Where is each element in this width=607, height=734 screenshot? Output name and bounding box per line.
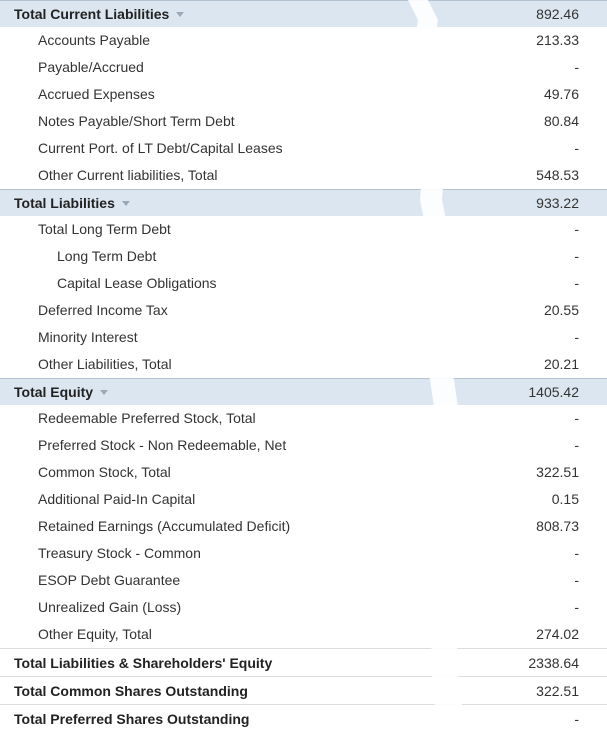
line-item-retained-earnings-accumulated-deficit: [0, 513, 607, 540]
row-label-text: Retained Earnings (Accumulated Deficit): [38, 518, 291, 534]
row-label[interactable]: [14, 190, 130, 217]
row-label-text: Total Preferred Shares Outstanding: [14, 711, 250, 727]
row-label-text: Accounts Payable: [38, 32, 151, 48]
row-label: [38, 135, 283, 162]
line-item-minority-interest: [0, 324, 607, 351]
row-label: [14, 705, 249, 733]
row-label: [38, 432, 286, 459]
row-label: [57, 270, 217, 297]
row-label: [38, 486, 195, 513]
row-label: [38, 351, 172, 378]
row-value: -: [574, 599, 579, 615]
row-label-text: Unrealized Gain (Loss): [38, 599, 182, 615]
row-value: 1405.42: [528, 384, 579, 400]
row-value: -: [574, 410, 579, 426]
row-label: [38, 594, 181, 621]
row-label[interactable]: [14, 1, 184, 28]
chevron-down-icon[interactable]: [176, 12, 184, 17]
row-label-text: Payable/Accrued: [38, 59, 144, 75]
row-label: [38, 297, 168, 324]
row-value: -: [574, 437, 579, 453]
row-value: -: [574, 711, 579, 727]
row-label: [38, 108, 235, 135]
row-value: 0.15: [551, 491, 579, 507]
line-item-other-liabilities-total: [0, 351, 607, 378]
row-label: [38, 621, 152, 648]
row-label: [38, 405, 256, 432]
line-item-unrealized-gain-loss: [0, 594, 607, 621]
section-header-total-equity[interactable]: [0, 378, 607, 405]
row-value: 2338.64: [528, 655, 579, 671]
row-value: 322.51: [536, 464, 579, 480]
line-item-long-term-debt: [0, 243, 607, 270]
row-label-text: Notes Payable/Short Term Debt: [38, 113, 235, 129]
row-value: 80.84: [543, 113, 579, 129]
line-item-other-current-liabilities-total: [0, 162, 607, 189]
row-label-text: Total Equity: [14, 384, 94, 400]
row-label: [38, 459, 171, 486]
line-item-accounts-payable: [0, 27, 607, 54]
row-value: 274.02: [536, 626, 579, 642]
row-label: [38, 162, 217, 189]
section-header-total-current-liabilities[interactable]: [0, 0, 607, 27]
row-label: [38, 54, 144, 81]
row-value: -: [574, 545, 579, 561]
line-item-capital-lease-obligations: [0, 270, 607, 297]
row-label-text: Capital Lease Obligations: [57, 275, 217, 291]
row-label-text: Redeemable Preferred Stock, Total: [38, 410, 256, 426]
row-value: 49.76: [543, 86, 579, 102]
row-label-text: Total Long Term Debt: [38, 221, 171, 237]
line-item-common-stock-total: [0, 459, 607, 486]
row-label-text: Total Common Shares Outstanding: [14, 683, 248, 699]
row-label: [38, 324, 138, 351]
row-label-text: Total Liabilities: [14, 195, 115, 211]
line-item-other-equity-total: [0, 621, 607, 648]
chevron-down-icon[interactable]: [122, 201, 130, 206]
row-label: [38, 513, 290, 540]
row-value: -: [574, 248, 579, 264]
section-header-total-liabilities[interactable]: [0, 189, 607, 216]
row-label: [57, 243, 156, 270]
row-label-text: Deferred Income Tax: [38, 302, 168, 318]
row-value: 933.22: [536, 195, 579, 211]
total-row-total-common-shares-outstanding: [0, 676, 607, 704]
row-label-text: Additional Paid-In Capital: [38, 491, 196, 507]
row-label: [38, 27, 150, 54]
row-label: [38, 540, 201, 567]
row-value: 213.33: [536, 32, 579, 48]
row-label-text: Total Current Liabilities: [14, 6, 170, 22]
row-label-text: Other Current liabilities, Total: [38, 167, 218, 183]
line-item-preferred-stock-non-redeemable-net: [0, 432, 607, 459]
row-label-text: Other Liabilities, Total: [38, 356, 172, 372]
row-label-text: Total Liabilities & Shareholders' Equity: [14, 655, 273, 671]
line-item-additional-paid-in-capital: [0, 486, 607, 513]
line-item-accrued-expenses: [0, 81, 607, 108]
line-item-treasury-stock-common: [0, 540, 607, 567]
row-label-text: Preferred Stock - Non Redeemable, Net: [38, 437, 287, 453]
row-value: -: [574, 140, 579, 156]
row-label-text: ESOP Debt Guarantee: [38, 572, 181, 588]
row-value: -: [574, 275, 579, 291]
row-label-text: Minority Interest: [38, 329, 138, 345]
row-value: 548.53: [536, 167, 579, 183]
row-value: 20.55: [543, 302, 579, 318]
row-value: -: [574, 59, 579, 75]
row-label: [14, 649, 272, 677]
row-label[interactable]: [14, 379, 108, 406]
line-item-esop-debt-guarantee: [0, 567, 607, 594]
row-value: 808.73: [536, 518, 579, 534]
line-item-deferred-income-tax: [0, 297, 607, 324]
row-label-text: Common Stock, Total: [38, 464, 171, 480]
row-label: [14, 677, 248, 705]
row-label-text: Current Port. of LT Debt/Capital Leases: [38, 140, 283, 156]
line-item-total-long-term-debt: [0, 216, 607, 243]
total-row-total-liabilities-shareholders-equity: [0, 648, 607, 676]
line-item-redeemable-preferred-stock-total: [0, 405, 607, 432]
row-label-text: Treasury Stock - Common: [38, 545, 201, 561]
row-label-text: Accrued Expenses: [38, 86, 155, 102]
line-item-current-port-of-lt-debt-capital-leases: [0, 135, 607, 162]
line-item-payable-accrued: [0, 54, 607, 81]
row-label: [38, 216, 171, 243]
line-item-notes-payable-short-term-debt: [0, 108, 607, 135]
row-value: -: [574, 572, 579, 588]
total-row-total-preferred-shares-outstanding: [0, 704, 607, 732]
row-value: 892.46: [536, 6, 579, 22]
chevron-down-icon[interactable]: [100, 390, 108, 395]
row-value: -: [574, 329, 579, 345]
row-value: 20.21: [543, 356, 579, 372]
row-label: [38, 567, 180, 594]
row-value: 322.51: [536, 683, 579, 699]
row-value: -: [574, 221, 579, 237]
row-label: [38, 81, 155, 108]
row-label-text: Other Equity, Total: [38, 626, 152, 642]
row-label-text: Long Term Debt: [57, 248, 157, 264]
